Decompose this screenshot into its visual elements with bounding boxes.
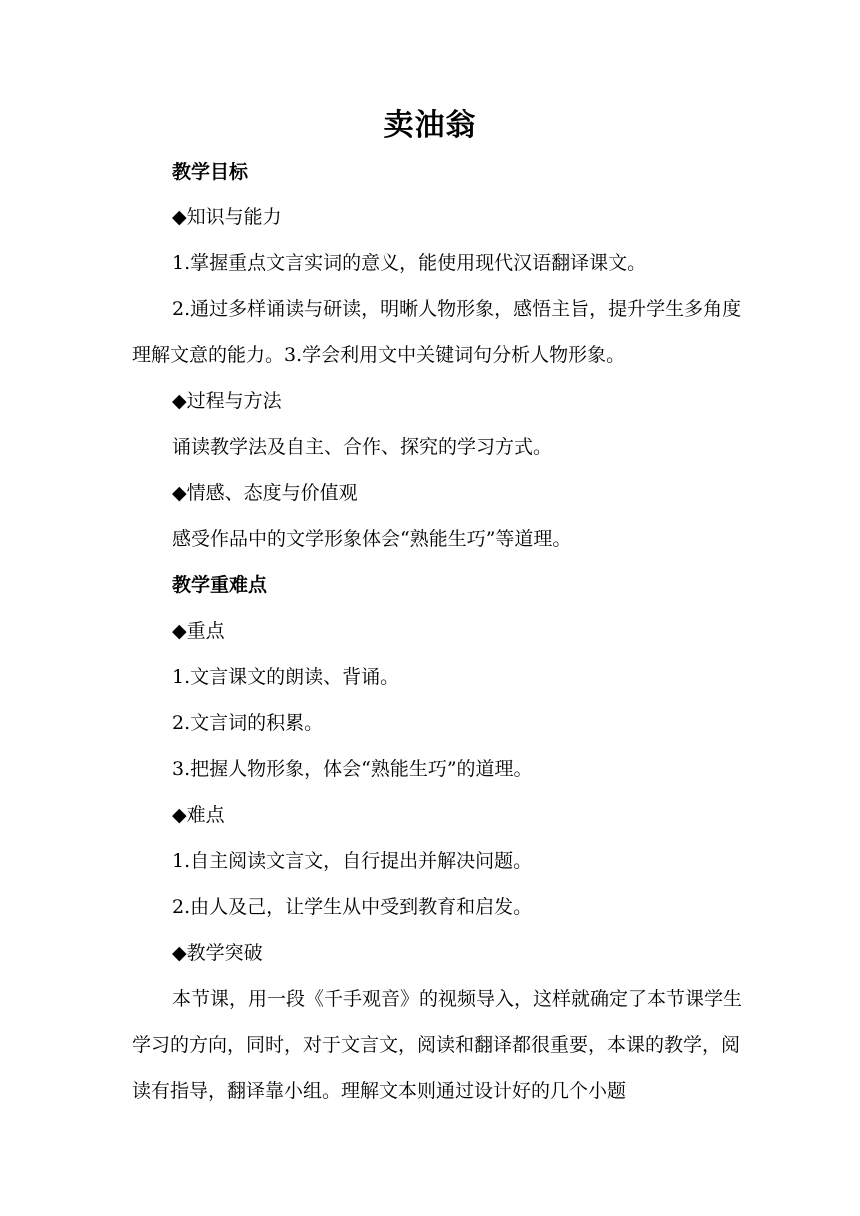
- breakthrough-line-3: 读有指导，翻译靠小组。理解文本则通过设计好的几个小题: [132, 1080, 627, 1102]
- emotion-heading: ◆情感、态度与价值观: [172, 482, 358, 504]
- emotion-text: 感受作品中的文学形象体会“熟能生巧”等道理。: [172, 528, 572, 550]
- document-title: 卖油翁: [383, 108, 477, 143]
- focus-heading: ◆重点: [172, 620, 225, 642]
- knowledge-item-1: 1.掌握重点文言实词的意义，能使用现代汉语翻译课文。: [172, 252, 647, 274]
- knowledge-item-2-line1: 2.通过多样诵读与研读，明晰人物形象，感悟主旨，提升学生多角度: [172, 298, 742, 320]
- focus-item-1: 1.文言课文的朗读、背诵。: [172, 666, 400, 688]
- process-text: 诵读教学法及自主、合作、探究的学习方式。: [172, 436, 553, 458]
- process-heading: ◆过程与方法: [172, 390, 282, 412]
- difficulty-item-2: 2.由人及己，让学生从中受到教育和启发。: [172, 896, 533, 918]
- breakthrough-line-2: 学习的方向，同时，对于文言文，阅读和翻译都很重要，本课的教学，阅: [132, 1034, 741, 1056]
- keypoints-heading: 教学重难点: [172, 574, 268, 596]
- objectives-heading: 教学目标: [172, 161, 249, 183]
- breakthrough-heading: ◆教学突破: [172, 942, 263, 964]
- knowledge-heading: ◆知识与能力: [172, 206, 282, 228]
- focus-item-3: 3.把握人物形象，体会“熟能生巧”的道理。: [172, 758, 533, 780]
- knowledge-item-2-line2: 理解文意的能力。3.学会利用文中关键词句分析人物形象。: [132, 344, 626, 366]
- difficulty-heading: ◆难点: [172, 804, 225, 826]
- breakthrough-line-1: 本节课，用一段《千手观音》的视频导入，这样就确定了本节课学生: [172, 988, 743, 1010]
- difficulty-item-1: 1.自主阅读文言文，自行提出并解决问题。: [172, 850, 533, 872]
- focus-item-2: 2.文言词的积累。: [172, 712, 324, 734]
